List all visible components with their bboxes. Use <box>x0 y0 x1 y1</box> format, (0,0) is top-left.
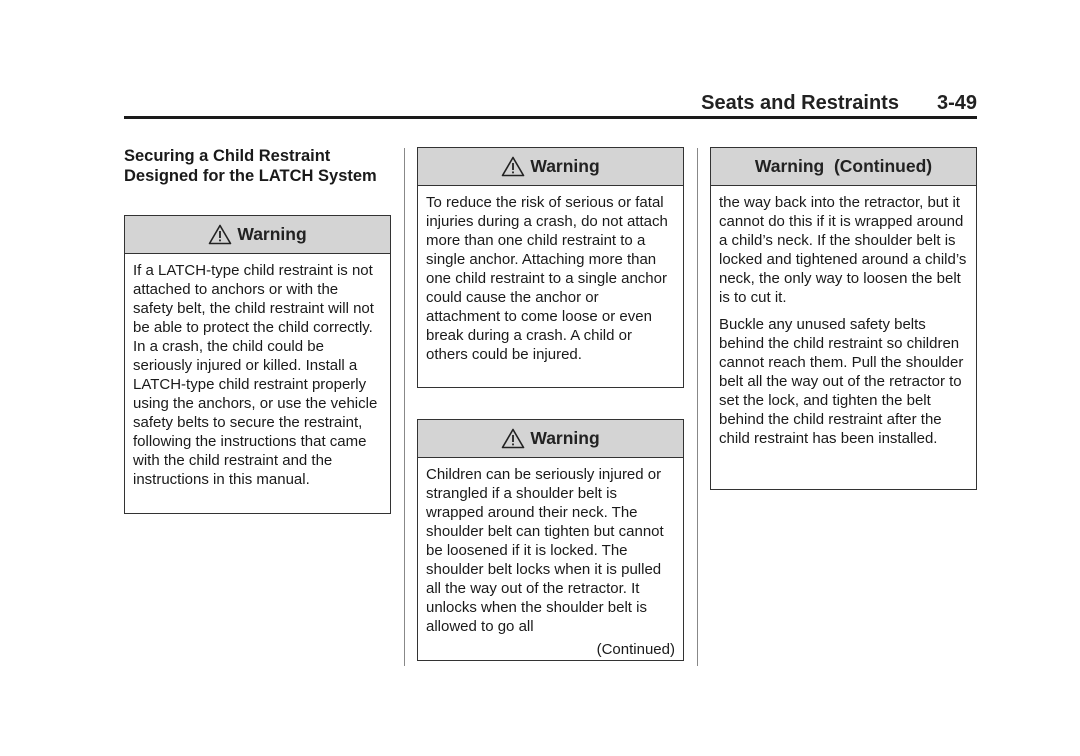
warning-text: To reduce the risk of serious or fatal injuries during a crash, do not attach more than one child restraint to a single anchor. Attaching more than one child restraint to a single anchor could cause the anchor or attachment to come loose or even break during a crash. A child or others could be injured. <box>426 194 668 363</box>
page-number: 3-49 <box>936 92 977 114</box>
page-header <box>124 92 977 116</box>
warning-box <box>417 419 684 661</box>
warning-body <box>418 186 683 370</box>
warning-triangle-icon <box>501 156 525 177</box>
warning-text: Children can be seriously injured or strangled if a shoulder belt is wrapped around their neck. The shoulder belt can tighten but cannot be loosened if it is locked. The shoulder belt locks when it is pulled all the way out of the retractor. It unlocks when the shoulder belt is allowed to go all <box>426 466 664 635</box>
column-divider <box>697 148 698 666</box>
warning-triangle-icon <box>208 224 232 245</box>
warning-header <box>418 148 683 186</box>
warning-body <box>711 186 976 454</box>
warning-box <box>417 147 684 388</box>
warning-title: Warning (Continued) <box>754 156 933 176</box>
warning-box <box>710 147 977 490</box>
warning-text: the way back into the retractor, but it cannot do this if it is wrapped around a child’s neck. If the shoulder belt is locked and tightened around a child’s neck, the only way to loosen the belt is to cut it. <box>719 194 967 306</box>
warning-box <box>124 215 391 514</box>
column-divider <box>404 148 405 666</box>
warning-body <box>125 254 390 495</box>
section-title: Seats and Restraints <box>701 92 899 114</box>
warning-title: Warning <box>237 224 307 244</box>
warning-text: If a LATCH-type child restraint is not attached to anchors or with the safety belt, the child restraint will not be able to protect the child correctly. In a crash, the child could be seriously injured or killed. Install a LATCH-type child restraint properly using the anchors, or use the vehicle safety belts to secure the restraint, following the instructions that came with the child restraint and the instructions in this manual. <box>133 262 378 488</box>
continued-label: (Continued) <box>596 641 675 658</box>
header-rule <box>124 116 977 119</box>
warning-triangle-icon <box>501 428 525 449</box>
warning-header <box>125 216 390 254</box>
warning-title: Warning <box>530 156 600 176</box>
warning-text: Buckle any unused safety belts behind the child restraint so children cannot reach them. Pull the shoulder belt all the way out of the retractor to set the lock, and tighten the belt behind the child restraint after the child restraint has been installed. <box>719 316 964 447</box>
warning-body <box>418 458 683 665</box>
warning-header <box>418 420 683 458</box>
warning-title: Warning <box>530 428 600 448</box>
section-heading: Securing a Child Restraint Designed for the LATCH System <box>124 147 377 185</box>
warning-header <box>711 148 976 186</box>
